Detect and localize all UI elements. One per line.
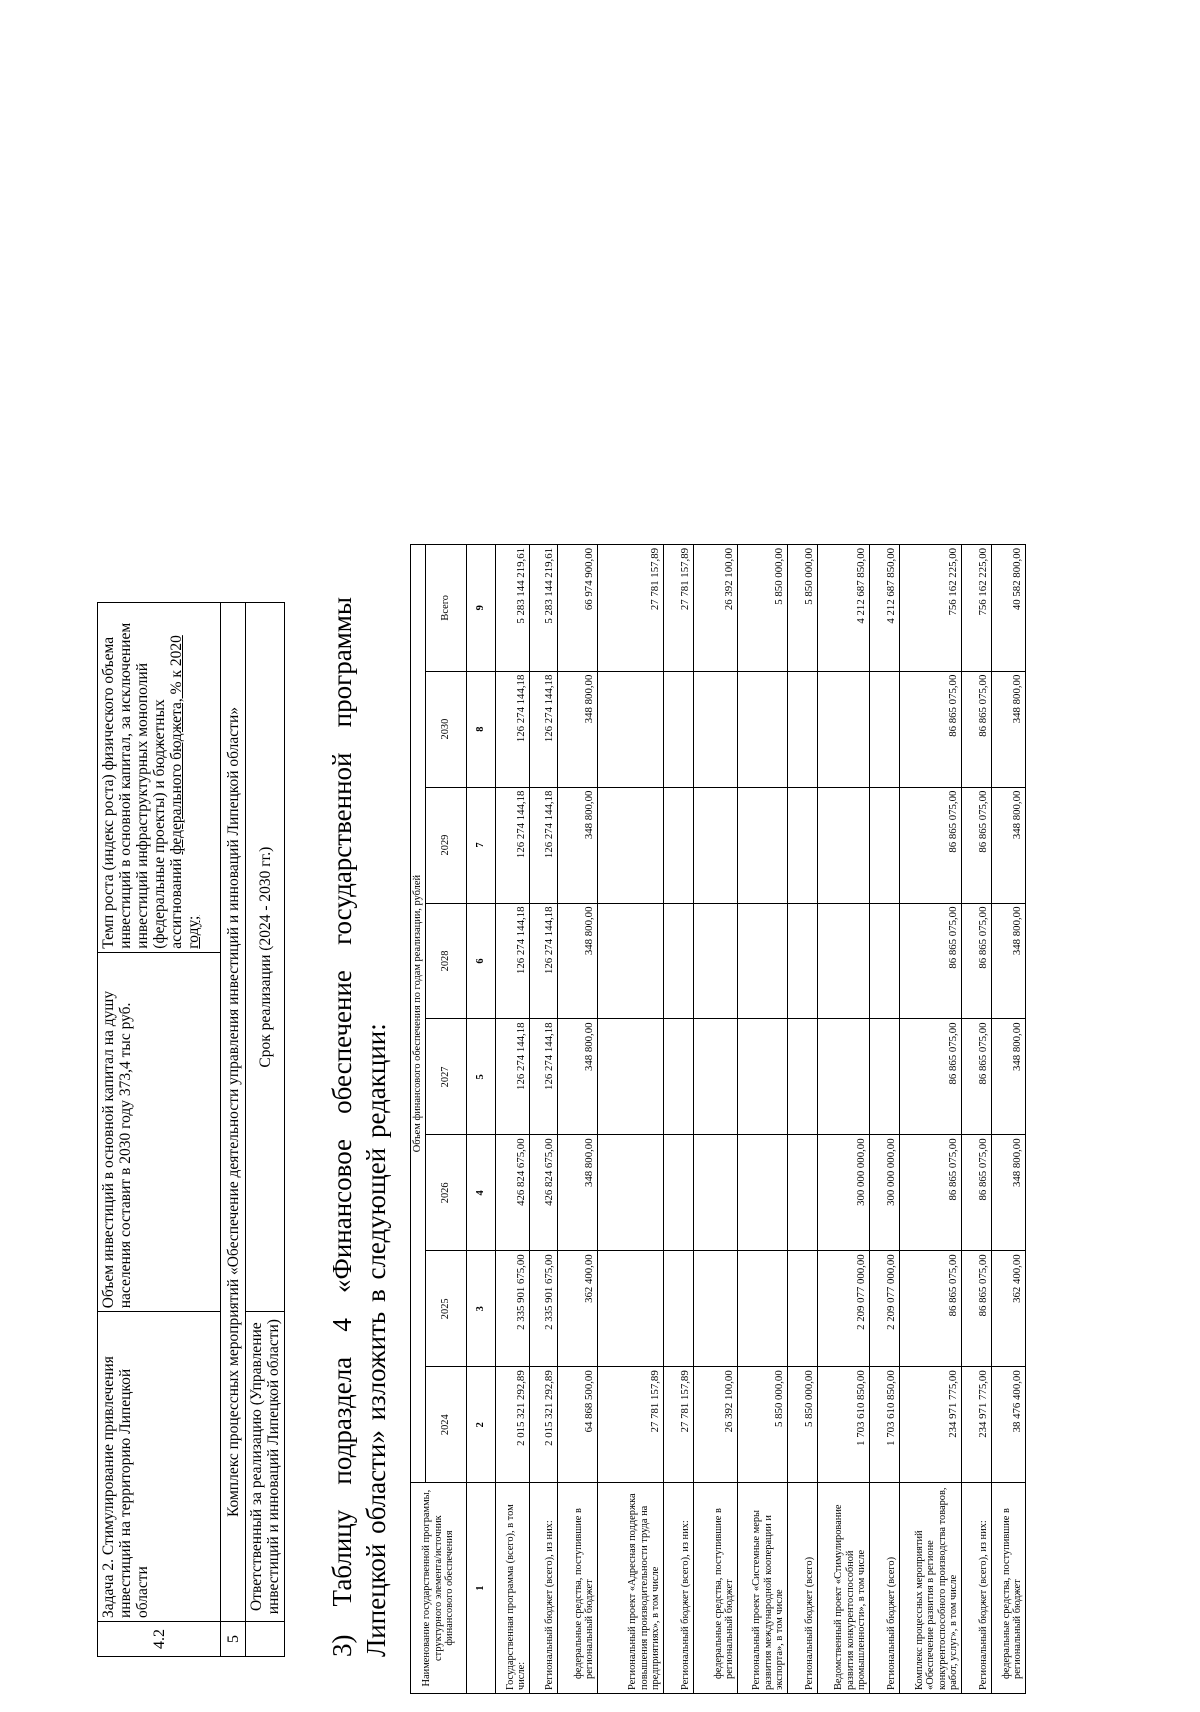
amount-cell	[817, 1019, 869, 1135]
amount-cell	[597, 1251, 663, 1367]
amount-cell: 362 400,00	[557, 1251, 597, 1367]
amount-cell	[597, 1019, 663, 1135]
amount-cell: 2 209 077 000,00	[869, 1251, 899, 1367]
year-header: 2026	[425, 1135, 466, 1251]
amount-cell: 64 868 500,00	[557, 1367, 597, 1483]
amount-cell: 86 865 075,00	[961, 787, 991, 903]
amount-cell: 234 971 775,00	[899, 1367, 961, 1483]
responsible-cell: Ответственный за реализацию (Управление инвестиций и инноваций Липецкой области)	[246, 1312, 285, 1622]
row-label: Региональный бюджет (всего)	[787, 1483, 817, 1694]
amount-cell: 126 274 144,18	[529, 671, 557, 787]
column-number: 5	[466, 1019, 495, 1135]
amount-cell: 2 015 321 292,89	[529, 1367, 557, 1483]
amount-cell: 86 865 075,00	[899, 903, 961, 1019]
amount-cell	[663, 1251, 693, 1367]
amount-cell: 362 400,00	[991, 1251, 1025, 1367]
amount-cell: 756 162 225,00	[961, 545, 991, 672]
complex-title: Комплекс процессных мероприятий «Обеспечение деятельности управления инвестиций и инноваций Липецкой области»	[221, 603, 246, 1622]
amount-cell	[663, 671, 693, 787]
row-label: Ведомственный проект «Стимулирование развития конкурентоспособной промышленности», в том числе	[817, 1483, 869, 1694]
amount-cell: 126 274 144,18	[495, 903, 529, 1019]
amount-cell: 5 850 000,00	[787, 545, 817, 672]
column-number: 6	[466, 903, 495, 1019]
name-column-header: Наименование государственной программы, структурного элемента/источник финансового обеспечения	[411, 1483, 467, 1694]
row-label: федеральные средства, поступившие в региональный бюджет	[557, 1483, 597, 1694]
amount-cell	[693, 1019, 737, 1135]
amount-cell	[737, 1251, 787, 1367]
amount-cell: 86 865 075,00	[899, 1135, 961, 1251]
table-row	[787, 545, 817, 1694]
row-label: Государственная программа (всего), в том числе:	[495, 1483, 529, 1694]
amount-cell	[817, 903, 869, 1019]
amount-cell: 26 392 100,00	[693, 1367, 737, 1483]
amount-cell: 5 850 000,00	[737, 1367, 787, 1483]
complex-row-number: 5	[221, 1622, 246, 1657]
amount-cell: 348 800,00	[557, 671, 597, 787]
task-index-cell	[98, 603, 221, 953]
amount-cell	[737, 903, 787, 1019]
amount-cell: 126 274 144,18	[495, 787, 529, 903]
year-header: 2024	[425, 1367, 466, 1483]
row-label: Региональный бюджет (всего), из них:	[529, 1483, 557, 1694]
amount-cell: 2 335 901 675,00	[495, 1251, 529, 1367]
amount-cell: 86 865 075,00	[899, 671, 961, 787]
year-header: 2028	[425, 903, 466, 1019]
amount-cell	[737, 1135, 787, 1251]
task-index-text-underlined: федерального бюджета, % к 2020 году;	[168, 635, 202, 949]
amount-cell	[737, 787, 787, 903]
amount-cell	[693, 787, 737, 903]
amount-cell	[597, 671, 663, 787]
amount-cell: 348 800,00	[557, 1019, 597, 1135]
amount-cell	[787, 671, 817, 787]
table-row	[817, 545, 869, 1694]
amount-cell: 2 209 077 000,00	[817, 1251, 869, 1367]
amount-cell: 40 582 800,00	[991, 545, 1025, 672]
amount-cell: 126 274 144,18	[529, 903, 557, 1019]
amount-cell	[693, 671, 737, 787]
row-label: Комплекс процессных мероприятий «Обеспечение развития в регионе конкурентоспособного производства товаров, работ, услуг», в том числе	[899, 1483, 961, 1694]
amount-cell: 126 274 144,18	[495, 1019, 529, 1135]
financing-table	[410, 544, 1026, 1694]
amount-cell: 1 703 610 850,00	[869, 1367, 899, 1483]
task-description: Задача 2. Стимулирование привлечения инвестиций на территорию Липецкой области	[98, 1312, 221, 1622]
table-row	[991, 545, 1025, 1694]
column-number: 3	[466, 1251, 495, 1367]
column-number: 4	[466, 1135, 495, 1251]
amount-cell: 5 850 000,00	[787, 1367, 817, 1483]
table-row	[597, 545, 663, 1694]
year-header: Всего	[425, 545, 466, 672]
amount-cell: 4 212 687 850,00	[817, 545, 869, 672]
amount-cell	[663, 1135, 693, 1251]
section-number: 3)	[327, 1634, 357, 1657]
amount-cell	[869, 671, 899, 787]
column-number: 2	[466, 1367, 495, 1483]
year-header: 2025	[425, 1251, 466, 1367]
amount-cell: 348 800,00	[557, 1135, 597, 1251]
table-row	[961, 545, 991, 1694]
amount-cell	[597, 1135, 663, 1251]
amount-cell: 27 781 157,89	[597, 545, 663, 672]
empty-cell	[246, 1622, 285, 1657]
column-number: 7	[466, 787, 495, 903]
amount-cell	[597, 903, 663, 1019]
amount-cell: 86 865 075,00	[899, 1251, 961, 1367]
amount-cell	[787, 1135, 817, 1251]
row-label: Региональный проект «Адресная поддержка повышения производительности труда на предприятиях», в том числе	[597, 1483, 663, 1694]
amount-cell: 27 781 157,89	[663, 545, 693, 672]
year-header: 2027	[425, 1019, 466, 1135]
amount-cell	[737, 1019, 787, 1135]
amount-cell: 66 974 900,00	[557, 545, 597, 672]
amount-cell: 1 703 610 850,00	[817, 1367, 869, 1483]
task-index-text: Темп роста (индекс роста) физического объема инвестиций в основной капитал, за исключением инвестиций инфраструктурных монополий (федеральные проекты) и бюджетных ассигнований	[100, 622, 185, 949]
amount-cell: 126 274 144,18	[529, 787, 557, 903]
amount-cell: 86 865 075,00	[899, 1019, 961, 1135]
row-label: Региональный проект «Системные меры развития международной кооперации и экспорта», в том числе	[737, 1483, 787, 1694]
amount-cell: 2 335 901 675,00	[529, 1251, 557, 1367]
section-heading-text: Таблицу подраздела 4 «Финансовое обеспечение государственной программы Липецкой области» изложить в следующей редакции:	[327, 597, 391, 1657]
row-label: Региональный бюджет (всего), из них:	[961, 1483, 991, 1694]
amount-cell: 348 800,00	[991, 1019, 1025, 1135]
table-row	[737, 545, 787, 1694]
amount-cell: 26 392 100,00	[693, 545, 737, 672]
row-label: Региональный бюджет (всего), из них:	[663, 1483, 693, 1694]
table-row	[869, 545, 899, 1694]
column-number: 9	[466, 545, 495, 672]
amount-cell	[663, 903, 693, 1019]
amount-cell	[787, 1251, 817, 1367]
amount-cell	[787, 1019, 817, 1135]
amount-cell: 5 283 144 219,61	[495, 545, 529, 672]
task-table	[97, 602, 285, 1657]
amount-cell: 348 800,00	[557, 903, 597, 1019]
amount-cell	[787, 787, 817, 903]
financing-header-row-1	[411, 545, 426, 1694]
amount-cell	[693, 903, 737, 1019]
amount-cell: 86 865 075,00	[961, 903, 991, 1019]
financing-group-header: Объем финансового обеспечения по годам реализации, рублей	[411, 545, 426, 1483]
table-row	[495, 545, 529, 1694]
financing-table-body	[495, 545, 1025, 1694]
amount-cell	[817, 671, 869, 787]
amount-cell: 126 274 144,18	[529, 1019, 557, 1135]
amount-cell	[869, 787, 899, 903]
amount-cell	[597, 787, 663, 903]
amount-cell	[663, 787, 693, 903]
amount-cell	[869, 903, 899, 1019]
amount-cell: 5 283 144 219,61	[529, 545, 557, 672]
amount-cell	[663, 1019, 693, 1135]
amount-cell: 348 800,00	[557, 787, 597, 903]
amount-cell: 86 865 075,00	[961, 1135, 991, 1251]
amount-cell	[693, 1251, 737, 1367]
amount-cell: 2 015 321 292,89	[495, 1367, 529, 1483]
row-label: федеральные средства, поступившие в региональный бюджет	[991, 1483, 1025, 1694]
amount-cell: 300 000 000,00	[869, 1135, 899, 1251]
amount-cell	[817, 787, 869, 903]
column-number: 8	[466, 671, 495, 787]
amount-cell: 86 865 075,00	[961, 1251, 991, 1367]
row-label: федеральные средства, поступившие в региональный бюджет	[693, 1483, 737, 1694]
amount-cell: 27 781 157,89	[597, 1367, 663, 1483]
amount-cell: 348 800,00	[991, 787, 1025, 903]
amount-cell: 5 850 000,00	[737, 545, 787, 672]
responsible-row	[246, 603, 285, 1657]
table-row	[693, 545, 737, 1694]
task-row	[98, 603, 221, 1657]
amount-cell: 348 800,00	[991, 903, 1025, 1019]
complex-row	[221, 603, 246, 1657]
amount-cell: 126 274 144,18	[495, 671, 529, 787]
amount-cell: 426 824 675,00	[495, 1135, 529, 1251]
column-number-row	[466, 545, 495, 1694]
amount-cell	[737, 671, 787, 787]
table-row	[557, 545, 597, 1694]
amount-cell: 38 476 400,00	[991, 1367, 1025, 1483]
amount-cell: 300 000 000,00	[817, 1135, 869, 1251]
amount-cell: 86 865 075,00	[961, 1019, 991, 1135]
period-cell: Срок реализации (2024 - 2030 гг.)	[246, 603, 285, 1312]
section-heading	[325, 597, 393, 1657]
amount-cell: 27 781 157,89	[663, 1367, 693, 1483]
amount-cell: 426 824 675,00	[529, 1135, 557, 1251]
amount-cell: 86 865 075,00	[961, 671, 991, 787]
task-indicator: Объем инвестиций в основной капитал на душу населения составит в 2030 году 373,4 тыс руб.	[98, 952, 221, 1312]
amount-cell: 234 971 775,00	[961, 1367, 991, 1483]
table-row	[663, 545, 693, 1694]
year-header: 2030	[425, 671, 466, 787]
amount-cell	[869, 1019, 899, 1135]
amount-cell: 86 865 075,00	[899, 787, 961, 903]
row-label: Региональный бюджет (всего)	[869, 1483, 899, 1694]
amount-cell	[787, 903, 817, 1019]
amount-cell: 756 162 225,00	[899, 545, 961, 672]
amount-cell: 4 212 687 850,00	[869, 545, 899, 672]
table-row	[899, 545, 961, 1694]
column-number: 1	[466, 1483, 495, 1694]
task-row-number: 4.2	[98, 1622, 221, 1657]
amount-cell	[693, 1135, 737, 1251]
amount-cell: 348 800,00	[991, 1135, 1025, 1251]
amount-cell: 348 800,00	[991, 671, 1025, 787]
year-header: 2029	[425, 787, 466, 903]
table-row	[529, 545, 557, 1694]
